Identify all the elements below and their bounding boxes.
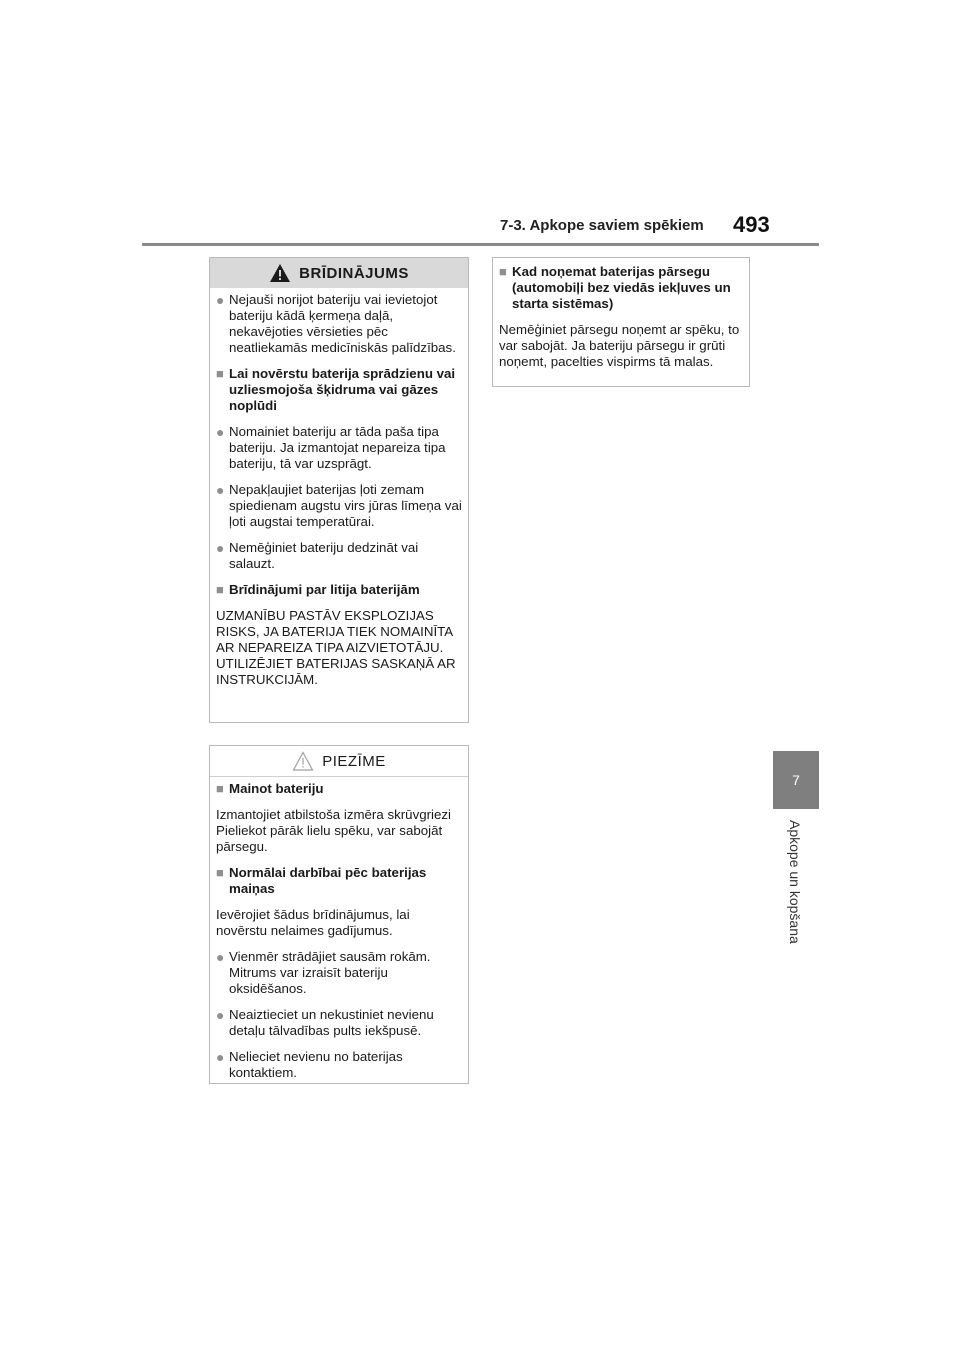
chapter-number: 7 bbox=[792, 772, 800, 788]
section-title: 7-3. Apkope saviem spēkiem bbox=[500, 217, 704, 234]
square-bullet-icon: ■ bbox=[499, 264, 507, 279]
list-item: ● Nejauši norijot bateriju vai ievietojot bateriju kādā ķermeņa daļā, nekavējoties vērsieties pēc neatliekamās medicīniskās palīdzības. bbox=[216, 292, 456, 355]
subheading: ■ Normālai darbībai pēc baterijas maiņas bbox=[216, 865, 427, 896]
bullet-icon: ● bbox=[216, 949, 225, 965]
paragraph: Nemēģiniet pārsegu noņemt ar spēku, to var sabojāt. Ja bateriju pārsegu ir grūti noņemt, pacelties vispirms tā malas. bbox=[499, 322, 740, 369]
bullet-icon: ● bbox=[216, 540, 225, 556]
paragraph: Izmantojiet atbilstoša izmēra skrūvgriezi Pieliekot pārāk lielu spēku, var sabojāt pārsegu. bbox=[216, 807, 451, 854]
chapter-label: Apkope un kopšana bbox=[787, 820, 803, 944]
bullet-icon: ● bbox=[216, 1049, 225, 1065]
warning-triangle-icon bbox=[269, 263, 291, 283]
subheading: ■ Kad noņemat baterijas pārsegu (automobiļi bez viedās iekļuves un starta sistēmas) bbox=[499, 264, 731, 311]
page-number: 493 bbox=[733, 212, 770, 237]
warning-header bbox=[210, 258, 468, 288]
warning-title: BRĪDINĀJUMS bbox=[299, 264, 409, 282]
list-item: ● Nelieciet nevienu no baterijas kontaktiem. bbox=[216, 1049, 403, 1080]
list-item: ● Nomainiet bateriju ar tāda paša tipa bateriju. Ja izmantojat nepareiza tipa bateriju, tā var uzsprāgt. bbox=[216, 424, 446, 471]
subheading: ■ Brīdinājumi par litija baterijām bbox=[216, 582, 420, 597]
bullet-icon: ● bbox=[216, 1007, 225, 1023]
list-item: ● Nepakļaujiet baterijas ļoti zemam spiedienam augstu virs jūras līmeņa vai ļoti augstai temperatūrai. bbox=[216, 482, 462, 529]
square-bullet-icon: ■ bbox=[216, 366, 224, 381]
bullet-icon: ● bbox=[216, 292, 225, 308]
note-header bbox=[210, 746, 468, 777]
square-bullet-icon: ■ bbox=[216, 781, 224, 796]
square-bullet-icon: ■ bbox=[216, 582, 224, 597]
list-item: ● Nemēģiniet bateriju dedzināt vai salauzt. bbox=[216, 540, 419, 571]
list-item: ● Neaiztieciet un nekustiniet nevienu detaļu tālvadības pults iekšpusē. bbox=[216, 1007, 434, 1038]
list-item: ● Vienmēr strādājiet sausām rokām. Mitrums var izraisīt bateriju oksidēšanos. bbox=[216, 949, 431, 996]
warning-box bbox=[209, 257, 469, 723]
subheading: ■ Mainot bateriju bbox=[216, 781, 324, 796]
header-rule bbox=[142, 243, 819, 246]
paragraph: Ievērojiet šādus brīdinājumus, lai novērstu nelaimes gadījumus. bbox=[216, 907, 410, 938]
note-title: PIEZĪME bbox=[322, 752, 386, 770]
bullet-icon: ● bbox=[216, 482, 225, 498]
paragraph: UZMANĪBU PASTĀV EKSPLOZIJAS RISKS, JA BATERIJA TIEK NOMAINĪTA AR NEPAREIZA TIPA AIZVIETOTĀJU. UTILIZĒJIET BATERIJAS SASKAŅĀ AR INSTRUKCIJĀM. bbox=[216, 608, 456, 687]
chapter-tab bbox=[773, 751, 819, 809]
caution-outline-icon bbox=[292, 751, 314, 771]
square-bullet-icon: ■ bbox=[216, 865, 224, 880]
note-box bbox=[209, 745, 469, 1084]
subheading: ■ Lai novērstu baterija sprādzienu vai uzliesmojoša šķidruma vai gāzes noplūdi bbox=[216, 366, 456, 413]
bullet-icon: ● bbox=[216, 424, 225, 440]
info-box bbox=[492, 257, 750, 387]
